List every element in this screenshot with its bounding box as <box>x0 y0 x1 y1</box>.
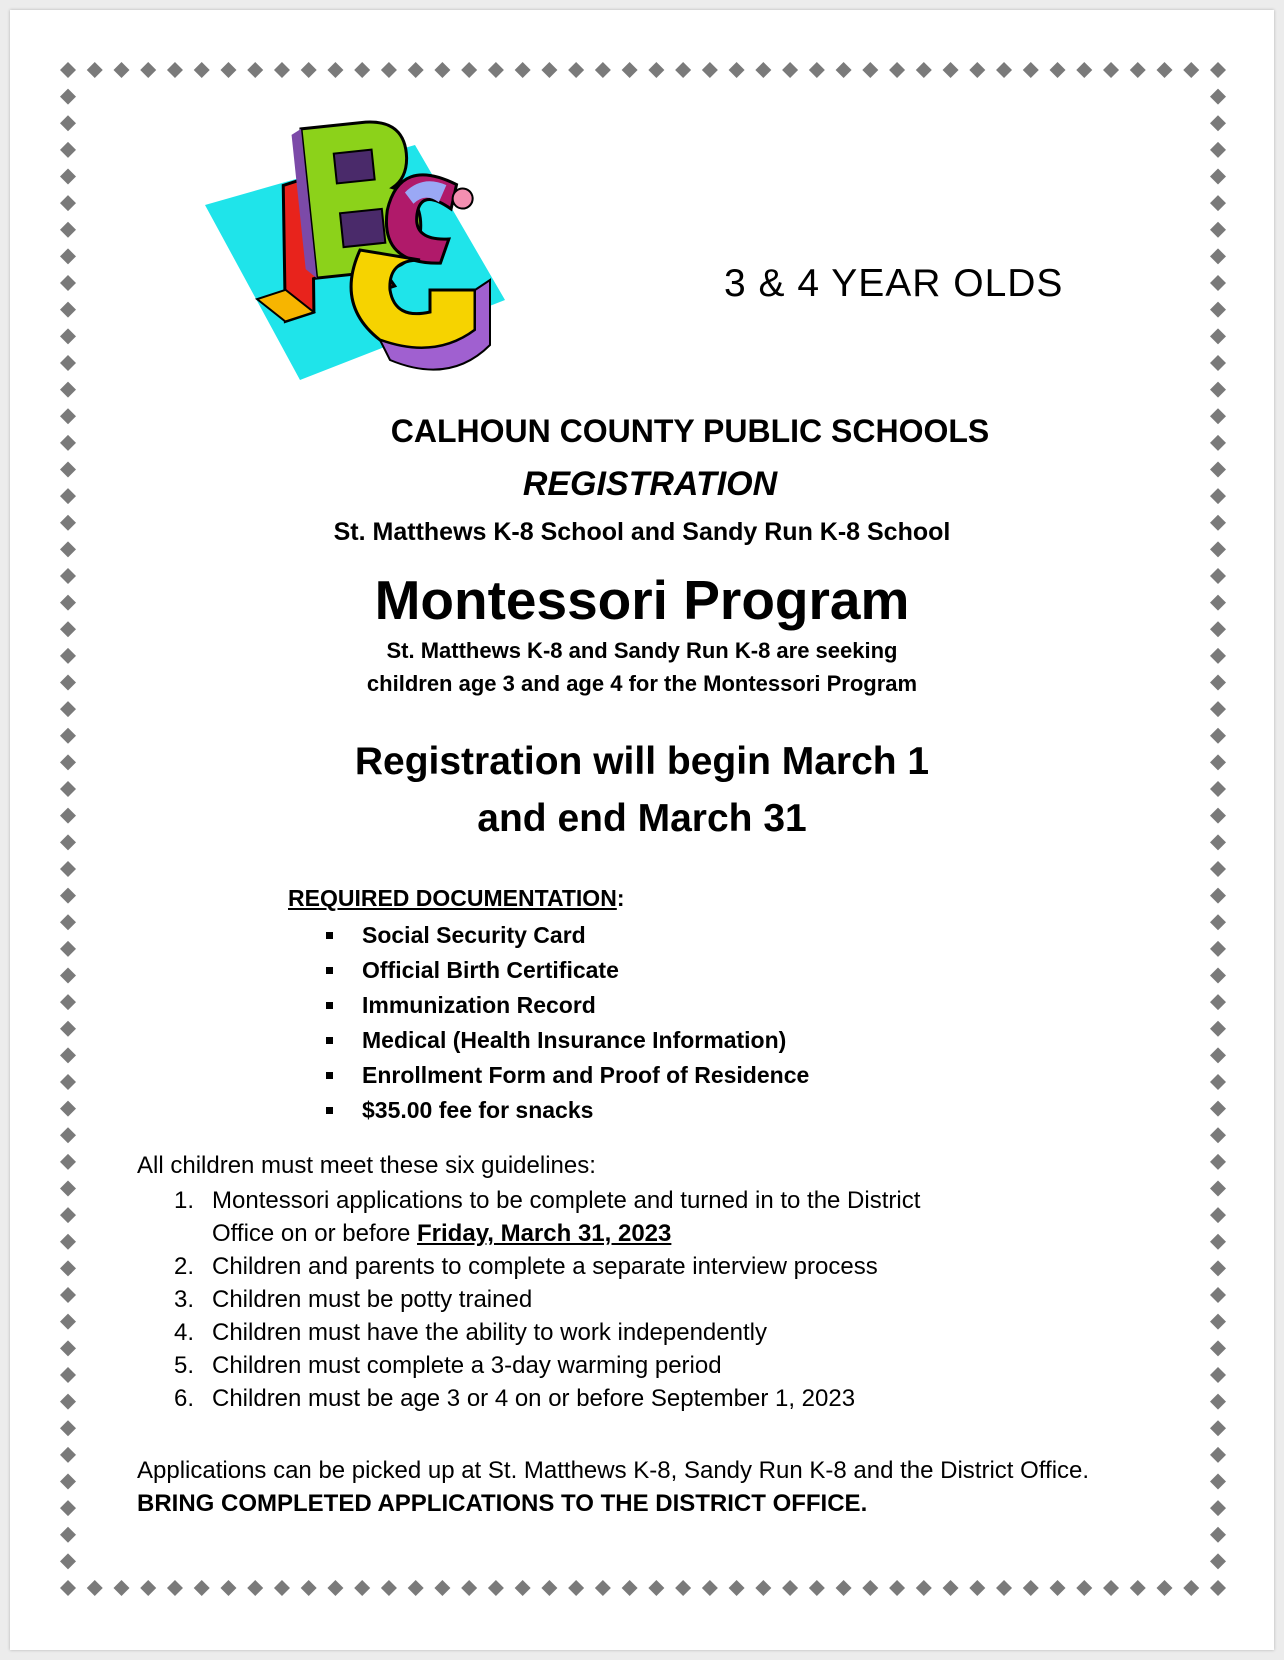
border-diamond <box>60 1021 76 1037</box>
border-diamond <box>1210 1314 1226 1330</box>
border-diamond <box>1210 834 1226 850</box>
border-diamond <box>675 1580 691 1596</box>
guideline-item <box>170 1349 920 1382</box>
documentation-heading-colon: : <box>616 885 625 911</box>
border-diamond <box>354 62 370 78</box>
border-diamond <box>60 888 76 904</box>
border-diamond <box>60 621 76 637</box>
guideline-text: Children and parents to complete a separate interview process <box>212 1253 878 1280</box>
border-diamond <box>541 62 557 78</box>
bring-applications-notice: BRING COMPLETED APPLICATIONS TO THE DISTRICT OFFICE. <box>137 1490 868 1517</box>
border-diamond <box>1210 1394 1226 1410</box>
pickup-instructions <box>137 1454 1137 1520</box>
border-diamond <box>60 382 76 398</box>
list-item: Social Security Card <box>320 918 809 953</box>
guideline-text: Children must complete a 3-day warming period <box>212 1352 722 1379</box>
border-diamond <box>1210 781 1226 797</box>
border-diamond <box>60 781 76 797</box>
border-diamond <box>1210 621 1226 637</box>
border-diamond <box>889 1580 905 1596</box>
border-diamond <box>1210 408 1226 424</box>
bullet-icon <box>326 1107 333 1114</box>
border-diamond <box>60 408 76 424</box>
border-diamond <box>60 1154 76 1170</box>
border-diamond <box>1210 461 1226 477</box>
border-diamond <box>408 1580 424 1596</box>
border-diamond <box>301 1580 317 1596</box>
border-diamond <box>1210 328 1226 344</box>
border-diamond <box>488 62 504 78</box>
border-diamond <box>1210 701 1226 717</box>
border-diamond <box>1210 1473 1226 1489</box>
border-diamond <box>1210 568 1226 584</box>
border-diamond <box>595 62 611 78</box>
border-diamond <box>60 967 76 983</box>
border-diamond <box>595 1580 611 1596</box>
district-title: CALHOUN COUNTY PUBLIC SCHOOLS <box>390 413 990 449</box>
border-diamond <box>702 62 718 78</box>
border-diamond <box>1210 62 1226 78</box>
border-diamond <box>60 89 76 105</box>
border-diamond <box>434 1580 450 1596</box>
border-diamond <box>862 1580 878 1596</box>
age-range-heading: 3 & 4 YEAR OLDS <box>724 262 1064 305</box>
border-diamond <box>969 62 985 78</box>
border-diamond <box>1210 1181 1226 1197</box>
border-diamond <box>408 62 424 78</box>
border-diamond <box>60 222 76 238</box>
registration-title: REGISTRATION <box>522 465 778 503</box>
border-diamond <box>1210 1580 1226 1596</box>
border-diamond <box>167 62 183 78</box>
schools-line: St. Matthews K-8 School and Sandy Run K-8 School <box>333 518 951 546</box>
bullet-icon <box>326 1072 333 1079</box>
border-diamond <box>140 1580 156 1596</box>
border-diamond <box>1210 861 1226 877</box>
border-diamond <box>862 62 878 78</box>
border-diamond <box>274 1580 290 1596</box>
registration-dates-line-1: Registration will begin March 1 <box>354 740 930 783</box>
border-diamond <box>87 1580 103 1596</box>
border-diamond <box>1210 1234 1226 1250</box>
border-diamond <box>113 62 129 78</box>
border-diamond <box>60 488 76 504</box>
border-diamond <box>943 62 959 78</box>
border-diamond <box>1210 595 1226 611</box>
border-diamond <box>60 1101 76 1117</box>
border-diamond <box>1157 62 1173 78</box>
border-diamond <box>515 1580 531 1596</box>
border-diamond <box>60 1500 76 1516</box>
border-diamond <box>1210 1207 1226 1223</box>
border-diamond <box>1210 382 1226 398</box>
border-diamond <box>1183 1580 1199 1596</box>
border-diamond <box>1210 302 1226 318</box>
border-diamond <box>60 515 76 531</box>
border-diamond <box>1210 169 1226 185</box>
border-diamond <box>622 62 638 78</box>
list-item: Immunization Record <box>320 988 809 1023</box>
border-diamond <box>1076 62 1092 78</box>
border-diamond <box>60 1181 76 1197</box>
border-diamond <box>461 62 477 78</box>
border-diamond <box>60 1234 76 1250</box>
border-diamond <box>60 435 76 451</box>
border-diamond <box>1023 62 1039 78</box>
bullet-icon <box>326 1002 333 1009</box>
guideline-text: Office on or before <box>212 1220 418 1247</box>
deadline-date: Friday, March 31, 2023 <box>417 1220 672 1247</box>
border-diamond <box>1210 115 1226 131</box>
border-diamond <box>60 808 76 824</box>
border-diamond <box>60 1207 76 1223</box>
border-diamond <box>515 62 531 78</box>
seeking-line-1: St. Matthews K-8 and Sandy Run K-8 are seeking <box>386 638 898 663</box>
border-diamond <box>836 62 852 78</box>
border-diamond <box>60 355 76 371</box>
border-diamond <box>60 675 76 691</box>
border-diamond <box>1210 1367 1226 1383</box>
border-diamond <box>969 1580 985 1596</box>
border-diamond <box>60 1127 76 1143</box>
border-diamond <box>60 142 76 158</box>
border-diamond <box>60 994 76 1010</box>
border-diamond <box>434 62 450 78</box>
guidelines-list <box>170 1184 920 1415</box>
border-diamond <box>1130 62 1146 78</box>
border-diamond <box>60 568 76 584</box>
border-diamond <box>996 62 1012 78</box>
border-diamond <box>755 62 771 78</box>
border-diamond <box>60 169 76 185</box>
border-diamond <box>60 1047 76 1063</box>
border-diamond <box>1210 728 1226 744</box>
border-diamond <box>755 1580 771 1596</box>
border-diamond <box>140 62 156 78</box>
border-diamond <box>274 62 290 78</box>
border-diamond <box>60 648 76 664</box>
border-diamond <box>60 1447 76 1463</box>
registration-dates-line-2: and end March 31 <box>477 797 807 840</box>
border-diamond <box>1210 222 1226 238</box>
border-diamond <box>1210 1287 1226 1303</box>
guideline-item <box>170 1184 920 1217</box>
guideline-text: Children must be potty trained <box>212 1286 533 1313</box>
border-diamond <box>541 1580 557 1596</box>
border-diamond <box>1210 1340 1226 1356</box>
border-diamond <box>1210 941 1226 957</box>
border-diamond <box>60 328 76 344</box>
guideline-item <box>170 1316 920 1349</box>
border-diamond <box>1210 1447 1226 1463</box>
bullet-icon <box>326 1037 333 1044</box>
border-diamond <box>648 62 664 78</box>
border-diamond <box>1210 967 1226 983</box>
border-diamond <box>247 62 263 78</box>
border-diamond <box>1210 648 1226 664</box>
border-diamond <box>113 1580 129 1596</box>
guideline-text: Children must be age 3 or 4 on or before September 1, 2023 <box>212 1385 856 1412</box>
list-item: Medical (Health Insurance Information) <box>320 1023 809 1058</box>
border-diamond <box>916 1580 932 1596</box>
guideline-number: 3. <box>174 1286 195 1313</box>
border-diamond <box>1210 541 1226 557</box>
border-diamond <box>60 1473 76 1489</box>
border-diamond <box>60 1527 76 1543</box>
border-diamond <box>996 1580 1012 1596</box>
border-diamond <box>729 62 745 78</box>
border-diamond <box>327 62 343 78</box>
border-diamond <box>60 248 76 264</box>
bullet-icon <box>326 967 333 974</box>
list-item: $35.00 fee for snacks <box>320 1093 809 1128</box>
border-diamond <box>87 62 103 78</box>
border-diamond <box>1210 1047 1226 1063</box>
pickup-text: Applications can be picked up at St. Matthews K-8, Sandy Run K-8 and the District Office. <box>137 1457 1090 1484</box>
border-diamond <box>60 1340 76 1356</box>
border-diamond <box>1157 1580 1173 1596</box>
border-diamond <box>1210 89 1226 105</box>
abc-blocks-icon <box>205 115 525 390</box>
border-diamond <box>1210 1260 1226 1276</box>
documentation-heading <box>288 885 624 912</box>
guideline-text: Montessori applications to be complete and turned in to the District <box>212 1187 921 1214</box>
flyer-page <box>10 10 1274 1650</box>
border-diamond <box>60 1287 76 1303</box>
border-diamond <box>1210 1553 1226 1569</box>
guideline-text: Children must have the ability to work independently <box>212 1319 767 1346</box>
border-diamond <box>60 461 76 477</box>
border-diamond <box>60 1074 76 1090</box>
border-diamond <box>60 861 76 877</box>
border-diamond <box>488 1580 504 1596</box>
guideline-item <box>170 1250 920 1283</box>
seeking-line-2: children age 3 and age 4 for the Montessori Program <box>366 671 918 696</box>
guideline-item <box>170 1382 920 1415</box>
border-diamond <box>1210 142 1226 158</box>
border-diamond <box>60 195 76 211</box>
border-diamond <box>1210 1500 1226 1516</box>
border-diamond <box>1210 515 1226 531</box>
border-diamond <box>60 1580 76 1596</box>
border-diamond <box>60 728 76 744</box>
border-diamond <box>568 62 584 78</box>
border-diamond <box>1210 994 1226 1010</box>
border-diamond <box>702 1580 718 1596</box>
border-diamond <box>60 1553 76 1569</box>
guideline-item <box>170 1217 920 1250</box>
border-diamond <box>60 941 76 957</box>
border-diamond <box>836 1580 852 1596</box>
border-diamond <box>782 62 798 78</box>
border-diamond <box>1210 1527 1226 1543</box>
border-diamond <box>1103 62 1119 78</box>
border-diamond <box>301 62 317 78</box>
border-diamond <box>60 541 76 557</box>
border-diamond <box>60 754 76 770</box>
border-diamond <box>568 1580 584 1596</box>
border-diamond <box>60 701 76 717</box>
guideline-number: 1. <box>174 1187 195 1214</box>
guideline-number: 4. <box>174 1319 195 1346</box>
border-diamond <box>60 914 76 930</box>
border-diamond <box>729 1580 745 1596</box>
border-diamond <box>220 62 236 78</box>
border-diamond <box>354 1580 370 1596</box>
border-diamond <box>1210 1154 1226 1170</box>
program-title: Montessori Program <box>374 569 910 631</box>
border-diamond <box>60 1394 76 1410</box>
border-diamond <box>1130 1580 1146 1596</box>
border-diamond <box>220 1580 236 1596</box>
guideline-number: 5. <box>174 1352 195 1379</box>
guideline-number: 6. <box>174 1385 195 1412</box>
border-diamond <box>1210 1101 1226 1117</box>
border-diamond <box>381 62 397 78</box>
border-diamond <box>1210 355 1226 371</box>
border-diamond <box>1210 1021 1226 1037</box>
border-diamond <box>1210 248 1226 264</box>
border-diamond <box>943 1580 959 1596</box>
border-diamond <box>809 62 825 78</box>
border-diamond <box>167 1580 183 1596</box>
guideline-number: 2. <box>174 1253 195 1280</box>
documentation-heading-text: REQUIRED DOCUMENTATION <box>288 885 617 911</box>
border-diamond <box>1103 1580 1119 1596</box>
border-diamond <box>1183 62 1199 78</box>
border-diamond <box>60 834 76 850</box>
border-diamond <box>60 1367 76 1383</box>
border-diamond <box>916 62 932 78</box>
border-diamond <box>1210 1074 1226 1090</box>
border-diamond <box>194 62 210 78</box>
border-diamond <box>1210 754 1226 770</box>
border-diamond <box>675 62 691 78</box>
border-diamond <box>1210 675 1226 691</box>
border-diamond <box>1023 1580 1039 1596</box>
border-diamond <box>461 1580 477 1596</box>
border-diamond <box>60 595 76 611</box>
border-diamond <box>1210 275 1226 291</box>
guideline-item <box>170 1283 920 1316</box>
border-diamond <box>60 275 76 291</box>
list-item: Enrollment Form and Proof of Residence <box>320 1058 809 1093</box>
border-diamond <box>381 1580 397 1596</box>
border-diamond <box>194 1580 210 1596</box>
border-diamond <box>60 1420 76 1436</box>
border-diamond <box>60 1260 76 1276</box>
border-diamond <box>1210 808 1226 824</box>
border-diamond <box>782 1580 798 1596</box>
border-diamond <box>1050 62 1066 78</box>
border-diamond <box>1210 1420 1226 1436</box>
border-diamond <box>1050 1580 1066 1596</box>
border-diamond <box>1210 195 1226 211</box>
border-diamond <box>622 1580 638 1596</box>
border-diamond <box>1210 888 1226 904</box>
border-diamond <box>1210 1127 1226 1143</box>
guidelines-intro: All children must meet these six guidelines: <box>137 1152 596 1179</box>
border-diamond <box>889 62 905 78</box>
border-diamond <box>247 1580 263 1596</box>
border-diamond <box>60 1314 76 1330</box>
border-diamond <box>1210 914 1226 930</box>
border-diamond <box>60 302 76 318</box>
border-diamond <box>60 62 76 78</box>
bullet-icon <box>326 932 333 939</box>
border-diamond <box>327 1580 343 1596</box>
border-diamond <box>648 1580 664 1596</box>
border-diamond <box>809 1580 825 1596</box>
border-diamond <box>60 115 76 131</box>
border-diamond <box>1210 488 1226 504</box>
border-diamond <box>1210 435 1226 451</box>
border-diamond <box>1076 1580 1092 1596</box>
list-item: Official Birth Certificate <box>320 953 809 988</box>
documentation-list <box>320 918 809 1128</box>
